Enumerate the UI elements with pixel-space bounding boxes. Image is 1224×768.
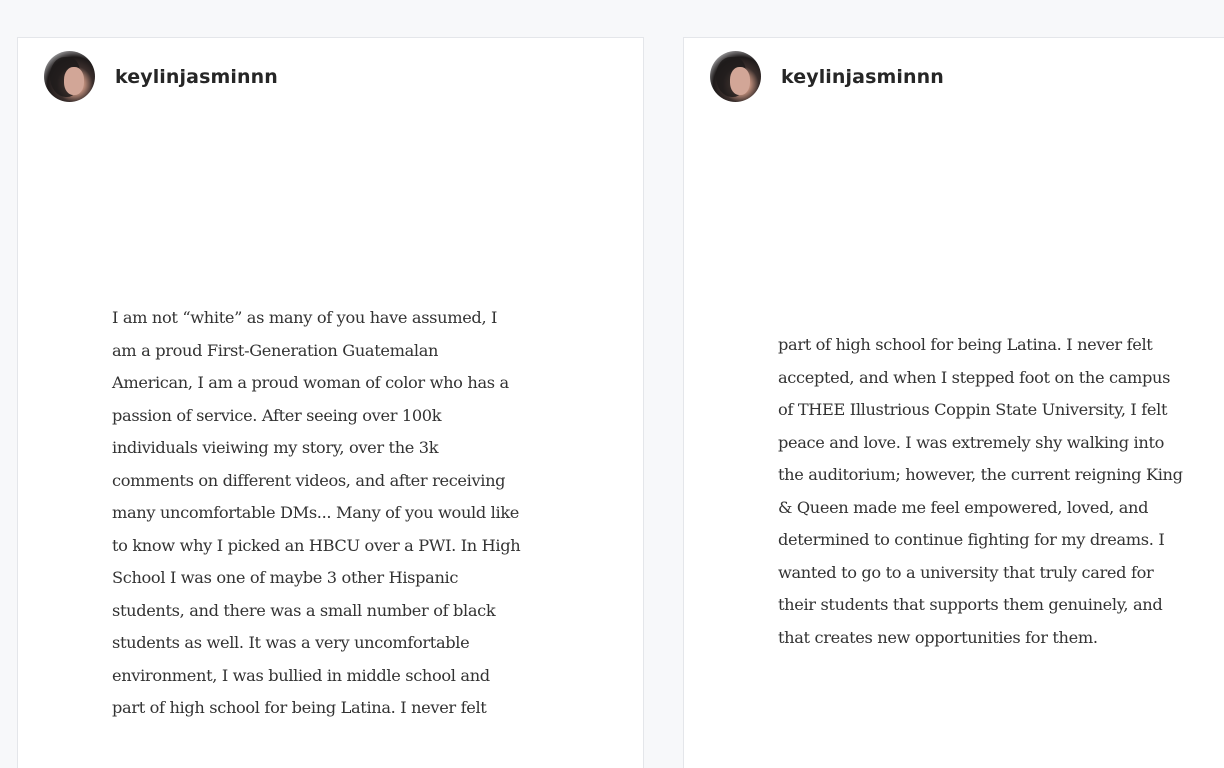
- text-line: individuals vieiwing my story, over the 3k: [112, 438, 439, 457]
- text-line: environment, I was bullied in middle school and: [112, 665, 490, 685]
- text-line: I am not “white” as many of you have assumed, I: [112, 308, 498, 327]
- username-link[interactable]: keylinjasminnn: [781, 65, 944, 88]
- avatar[interactable]: [710, 51, 761, 102]
- text-line: that creates new opportunities for them.: [778, 627, 1098, 647]
- text-line: to know why I picked an HBCU over a PWI. In High: [112, 535, 521, 555]
- text-line: of THEE Illustrious Coppin State University, I felt: [778, 400, 1168, 419]
- text-line: am a proud First-Generation Guatemalan: [112, 340, 439, 360]
- text-line: students as well. It was a very uncomfortable: [112, 633, 470, 652]
- text-line: many uncomfortable DMs... Many of you would like: [112, 503, 520, 522]
- text-line: peace and love. I was extremely shy walking into: [778, 432, 1165, 452]
- story-post-card: [17, 37, 644, 768]
- text-line: part of high school for being Latina. I never felt: [112, 698, 487, 717]
- text-line: part of high school for being Latina. I never felt: [778, 335, 1153, 354]
- text-line: accepted, and when I stepped foot on the campus: [778, 367, 1171, 387]
- text-line: passion of service. After seeing over 100k: [112, 405, 442, 425]
- text-line: American, I am a proud woman of color who has a: [112, 373, 509, 392]
- avatar-face: [730, 67, 750, 95]
- text-line: the auditorium; however, the current reigning King: [778, 465, 1183, 484]
- avatar[interactable]: [44, 51, 95, 102]
- text-line: School I was one of maybe 3 other Hispanic: [112, 568, 459, 587]
- text-line: determined to continue fighting for my dreams. I: [778, 530, 1165, 549]
- username-link[interactable]: keylinjasminnn: [115, 65, 278, 88]
- text-line: students, and there was a small number of black: [112, 600, 496, 620]
- text-line: wanted to go to a university that truly cared for: [778, 562, 1154, 582]
- text-line: their students that supports them genuinely, and: [778, 595, 1163, 614]
- story-post-card: [683, 37, 1224, 768]
- post-header: [710, 51, 944, 102]
- text-line: comments on different videos, and after receiving: [112, 470, 506, 490]
- post-header: [44, 51, 278, 102]
- avatar-face: [64, 67, 84, 95]
- post-text: [778, 329, 1183, 654]
- post-text: [112, 302, 520, 725]
- text-line: & Queen made me feel empowered, loved, and: [778, 497, 1149, 517]
